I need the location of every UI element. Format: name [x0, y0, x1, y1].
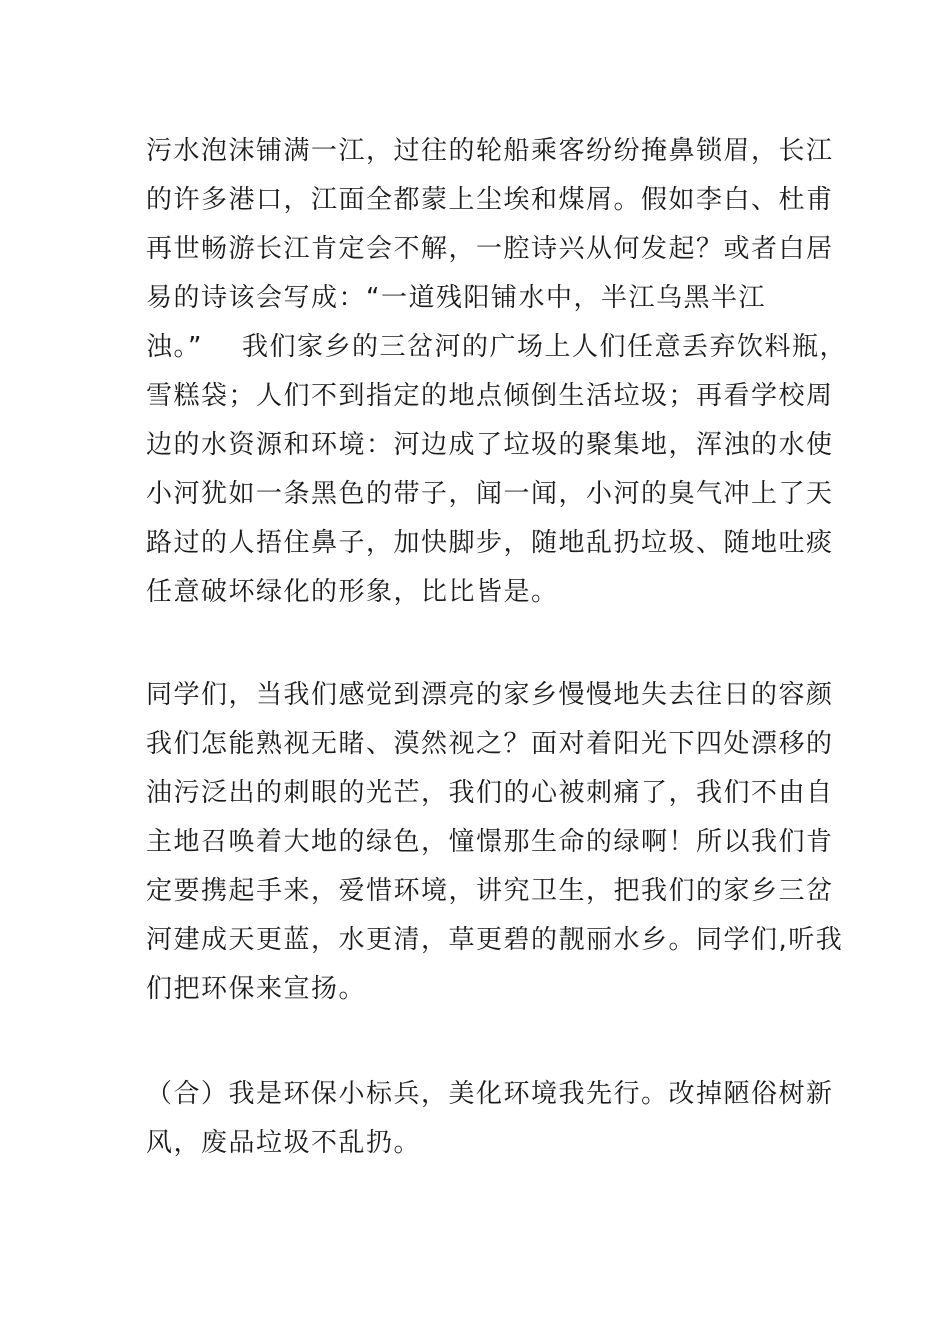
text-line: 雪糕袋；人们不到指定的地点倾倒生活垃圾；再看学校周 — [146, 381, 834, 411]
text-line: 们把环保来宣扬。 — [146, 974, 367, 1004]
text-line: 任意破坏绿化的形象，比比皆是。 — [146, 577, 559, 607]
text-line: 同学们，当我们感觉到漂亮的家乡慢慢地失去往日的容颜 — [146, 680, 834, 710]
text-line: 油污泛出的刺眼的光芒，我们的心被刺痛了，我们不由自 — [146, 778, 834, 808]
text-line: 定要携起手来，爱惜环境，讲究卫生，把我们的家乡三岔 — [146, 876, 834, 906]
paragraph-pollution-description — [146, 127, 846, 617]
paragraph-chorus — [146, 1070, 846, 1168]
text-line: 路过的人捂住鼻子，加快脚步，随地乱扔垃圾、随地吐痰 — [146, 528, 834, 558]
text-line: 河建成天更蓝，水更清，草更碧的靓丽水乡。同学们,听我 — [146, 925, 844, 955]
text-line: 小河犹如一条黑色的带子，闻一闻，小河的臭气冲上了天 — [146, 479, 834, 509]
text-line: 浊。” 我们家乡的三岔河的广场上人们任意丢弃饮料瓶， — [146, 332, 848, 362]
text-line: （合）我是环保小标兵，美化环境我先行。改掉陋俗树新 — [146, 1079, 834, 1109]
text-line: 污水泡沫铺满一江，过往的轮船乘客纷纷掩鼻锁眉，长江 — [146, 136, 834, 166]
text-line: 主地召唤着大地的绿色，憧憬那生命的绿啊！所以我们肯 — [146, 827, 834, 857]
text-line: 再世畅游长江肯定会不解，一腔诗兴从何发起？或者白居 — [146, 234, 834, 264]
paragraph-call-to-action — [146, 671, 846, 1014]
text-line: 易的诗该会写成：“一道残阳铺水中，半江乌黑半江 — [146, 283, 766, 313]
text-line: 风，废品垃圾不乱扔。 — [146, 1128, 422, 1158]
text-line: 的许多港口，江面全都蒙上尘埃和煤屑。假如李白、杜甫 — [146, 185, 834, 215]
text-line: 边的水资源和环境：河边成了垃圾的聚集地，浑浊的水使 — [146, 430, 834, 460]
text-line: 我们怎能熟视无睹、漠然视之？面对着阳光下四处漂移的 — [146, 729, 834, 759]
